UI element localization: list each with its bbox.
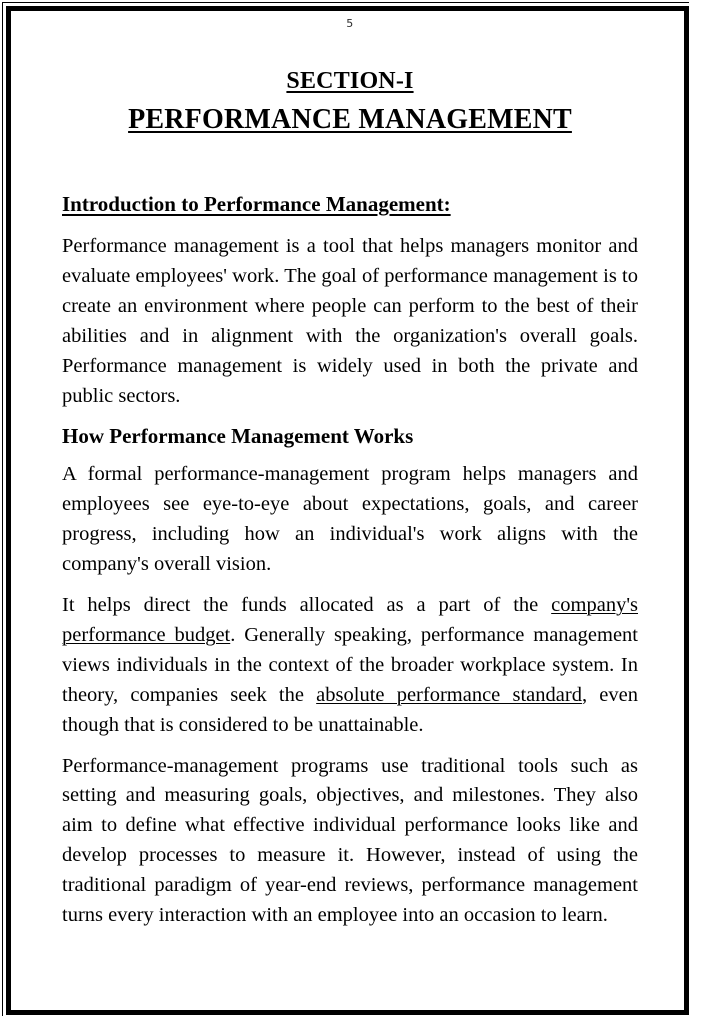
introduction-heading-text: Introduction to Performance Management: — [62, 192, 451, 217]
document-title — [62, 102, 638, 137]
section-heading-text: SECTION-I — [286, 68, 414, 95]
how-it-works-paragraph: A formal performance-management program helps managers and employees see eye-to-eye about expectations, goals, and career progress, including how an individual's work aligns with the company's overall vision. — [62, 463, 638, 575]
funds-text-part-3: , even though that is considered to be unattainable. — [62, 683, 638, 736]
funds-text-part-2: . Generally speaking, performance management views individuals in the context of the broader workplace system. In theory, companies seek the — [62, 623, 638, 706]
introduction-paragraph: Performance management is a tool that helps managers monitor and evaluate employees' work. The goal of performance management is to create an environment where people can perform to the best of their abilities and in alignment with the organization's overall goals. Performance management is widely used in both the private and public sectors. — [62, 235, 638, 407]
link-performance-budget[interactable]: company's performance budget — [62, 593, 638, 646]
document-title-text: PERFORMANCE MANAGEMENT — [128, 104, 572, 136]
introduction-heading — [62, 191, 638, 218]
funds-paragraph — [62, 591, 638, 741]
tools-paragraph: Performance-management programs use traditional tools such as setting and measuring goals, objectives, and milestones. They also aim to define what effective individual performance looks like and develop processes to measure it. However, instead of using the traditional paradigm of year-end reviews, performance management turns every interaction with an employee into an occasion to learn. — [62, 754, 638, 927]
section-heading — [62, 66, 638, 96]
funds-text-part-1: It helps direct the funds allocated as a part of the — [62, 593, 552, 616]
page-number: 5 — [346, 17, 354, 30]
link-absolute-performance-standard[interactable]: absolute performance standard — [316, 683, 582, 706]
how-it-works-heading: How Performance Management Works — [62, 423, 414, 448]
page-content — [62, 18, 638, 931]
